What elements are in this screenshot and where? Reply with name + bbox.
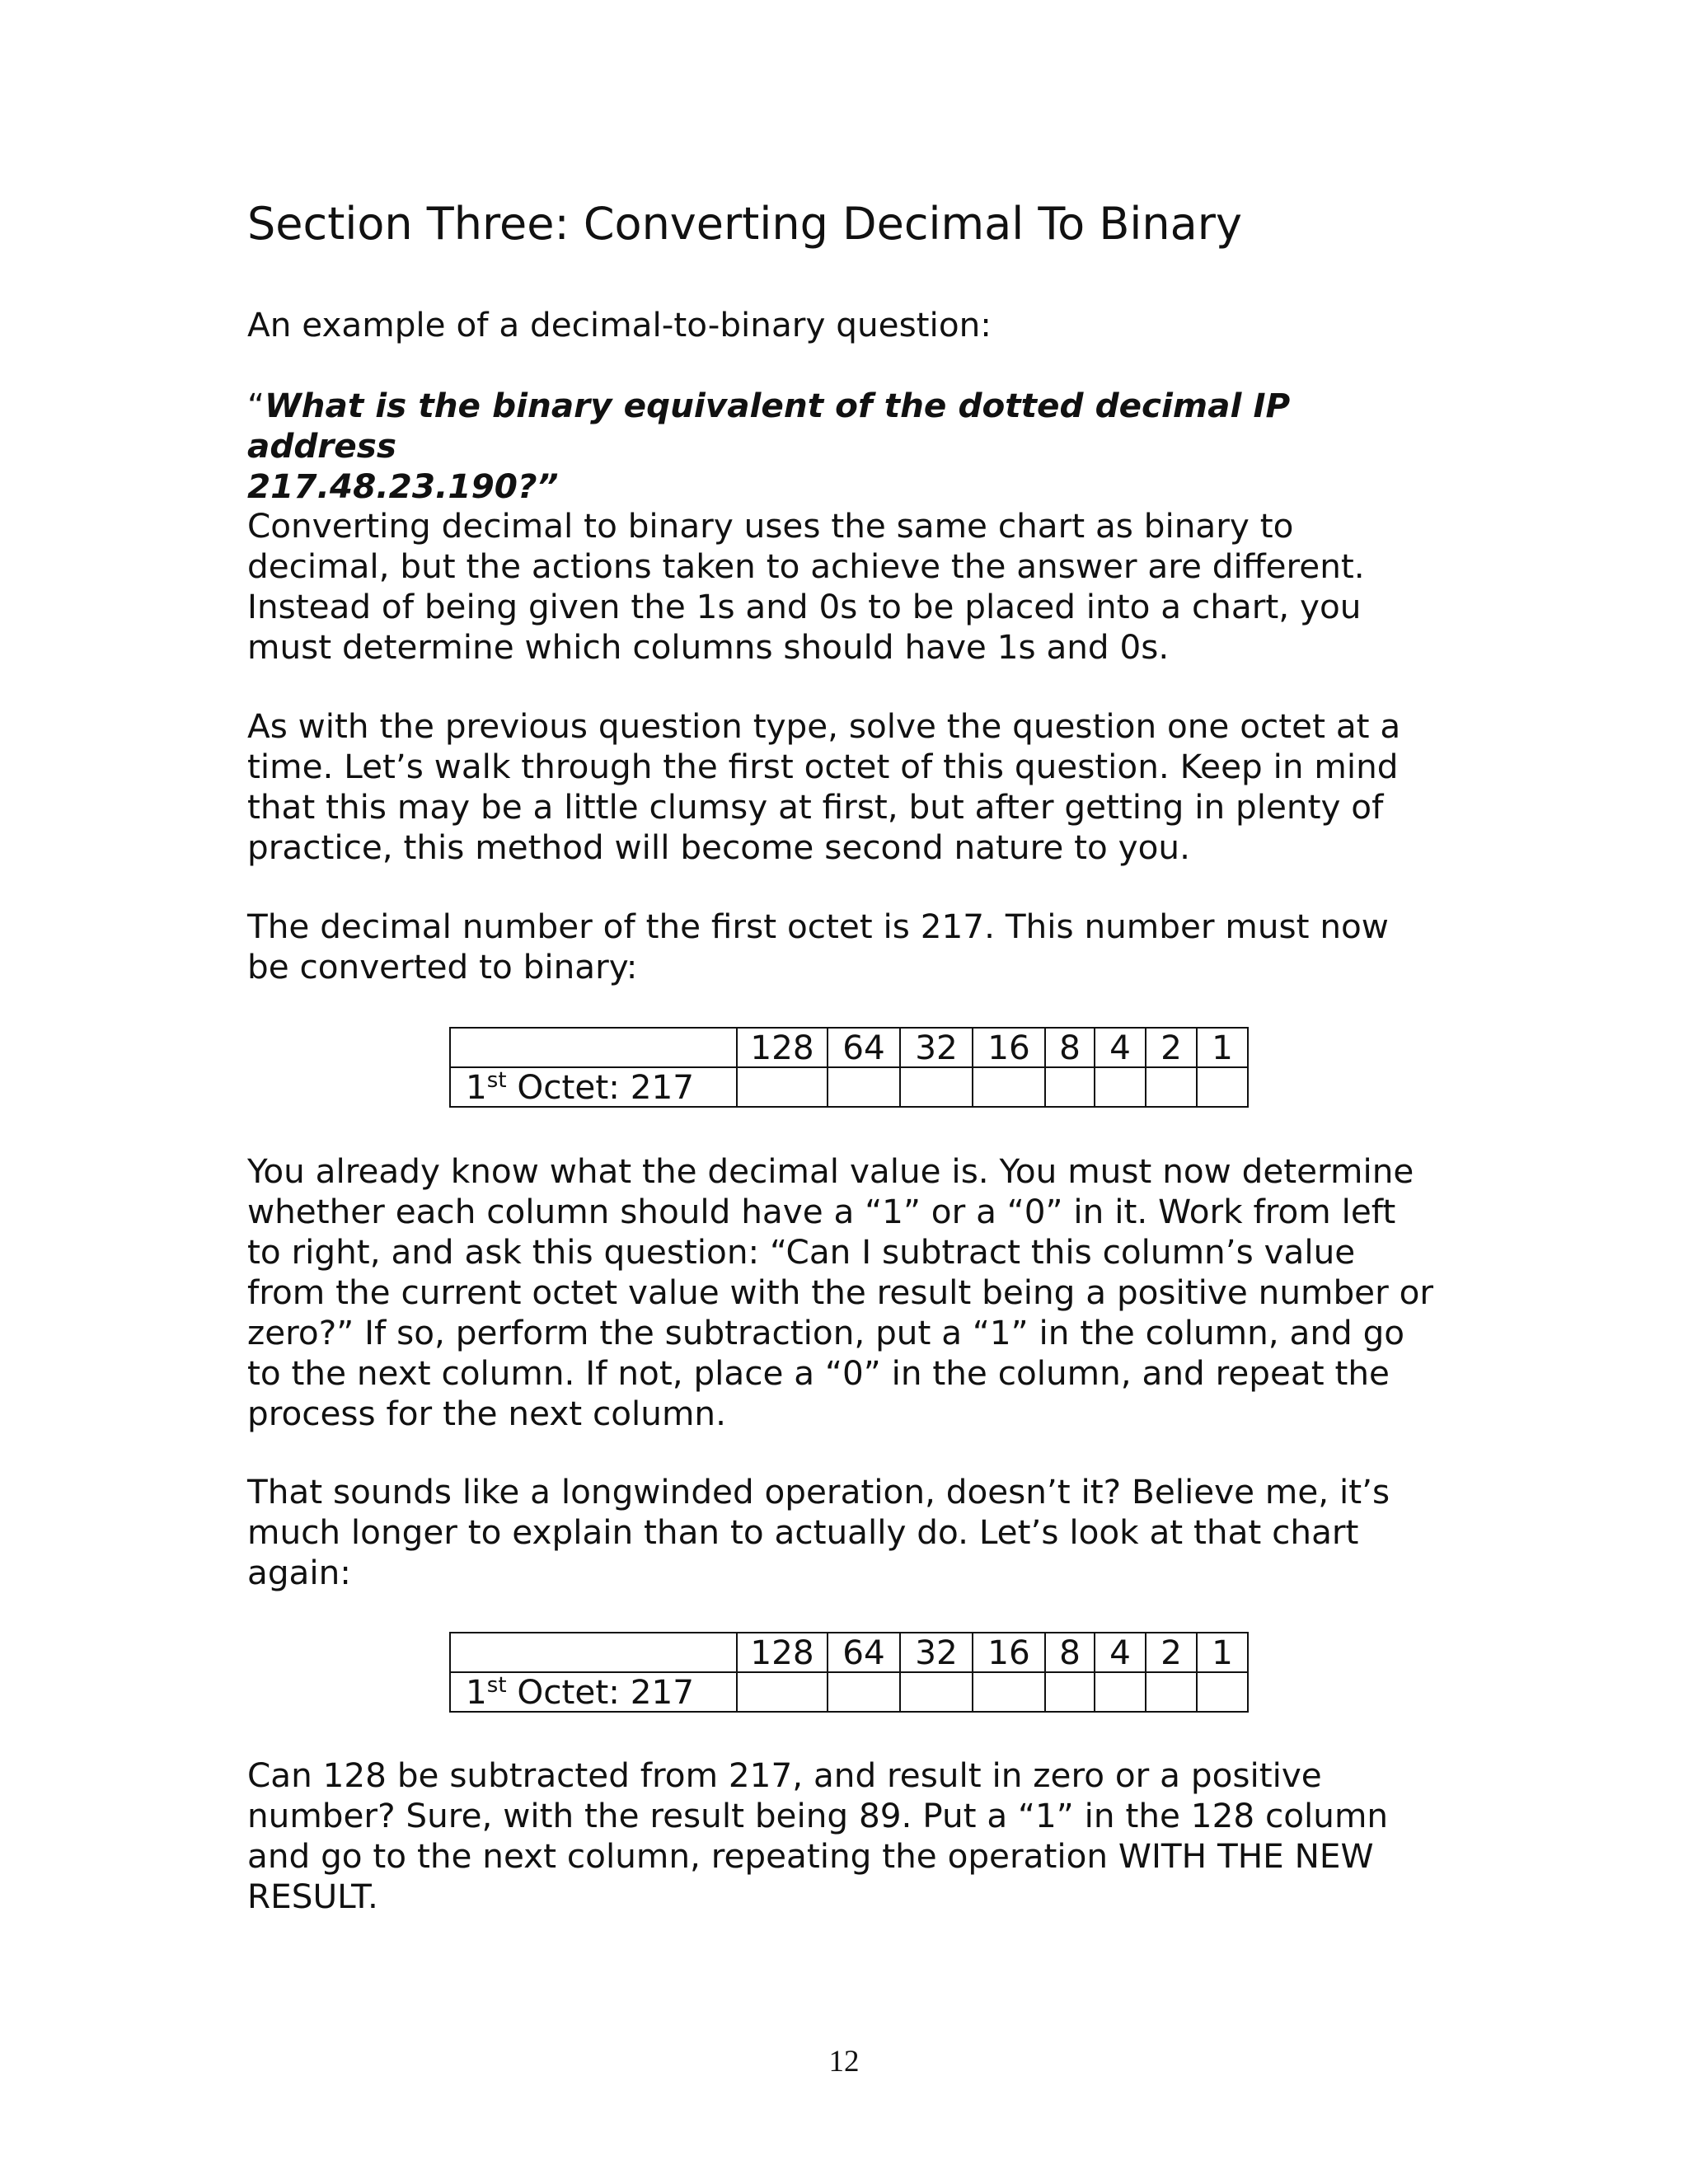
intro-paragraph: An example of a decimal-to-binary question: xyxy=(247,305,992,344)
bit-cell-128 xyxy=(737,1672,828,1712)
bit-cell-32 xyxy=(900,1672,973,1712)
question-open-quote: “ xyxy=(247,386,265,425)
paragraph-subtract-128: Can 128 be subtracted from 217, and result in zero or a positive number? Sure, with the result being 89. Put a “1” in the 128 column and go to the next column, repeating the operation WITH THE NEW RESULT. xyxy=(247,1755,1389,1916)
column-header-16: 16 xyxy=(973,1633,1045,1672)
chart-header-row xyxy=(450,1028,1248,1067)
bit-cell-64 xyxy=(828,1672,900,1712)
binary-chart-1 xyxy=(449,1027,1249,1108)
bit-cell-4 xyxy=(1095,1672,1146,1712)
chart-header-row xyxy=(450,1633,1248,1672)
chart-octet-row xyxy=(450,1672,1248,1712)
bit-cell-8 xyxy=(1045,1067,1095,1107)
paragraph-longwinded: That sounds like a longwinded operation, doesn’t it? Believe me, it’s much longer to explain than to actually do. Let’s look at that chart again: xyxy=(247,1472,1390,1592)
bit-cell-128 xyxy=(737,1067,828,1107)
paragraph-converting: Converting decimal to binary uses the same chart as binary to decimal, but the actions taken to achieve the answer are different. Instead of being given the 1s and 0s to be placed into a chart, you must determine which columns should have 1s and 0s. xyxy=(247,506,1365,667)
paragraph-first-octet: The decimal number of the first octet is 217. This number must now be converted to binary: xyxy=(247,907,1389,987)
bit-cell-1 xyxy=(1197,1067,1248,1107)
column-header-1: 1 xyxy=(1197,1633,1248,1672)
column-header-64: 64 xyxy=(828,1633,900,1672)
section-title: Section Three: Converting Decimal To Binary xyxy=(247,198,1242,250)
column-header-32: 32 xyxy=(900,1633,973,1672)
column-header-2: 2 xyxy=(1146,1633,1197,1672)
bit-cell-64 xyxy=(828,1067,900,1107)
octet-row-label: 1st Octet: 217 xyxy=(450,1672,737,1712)
page-number: 12 xyxy=(828,2045,860,2079)
column-header-4: 4 xyxy=(1095,1028,1146,1067)
column-header-2: 2 xyxy=(1146,1028,1197,1067)
column-header-128: 128 xyxy=(737,1028,828,1067)
bit-cell-4 xyxy=(1095,1067,1146,1107)
bit-cell-1 xyxy=(1197,1672,1248,1712)
column-header-8: 8 xyxy=(1045,1028,1095,1067)
paragraph-one-octet: As with the previous question type, solve the question one octet at a time. Let’s walk through the first octet of this question. Keep in mind that this may be a little clumsy at first, but after getting in plenty of practice, this method will become second nature to you. xyxy=(247,706,1401,867)
example-question xyxy=(247,386,1451,507)
bit-cell-2 xyxy=(1146,1672,1197,1712)
chart-corner-cell xyxy=(450,1028,737,1067)
paragraph-determine-columns: You already know what the decimal value is. You must now determine whether each column should have a “1” or a “0” in it. Work from left to right, and ask this question: “Can I subtract this column’s value from the current octet value with the result being a positive number or zero?” If so, perform the subtraction, put a “1” in the column, and go to the next column. If not, place a “0” in the column, and repeat the process for the next column. xyxy=(247,1151,1434,1433)
column-header-32: 32 xyxy=(900,1028,973,1067)
question-text: What is the binary equivalent of the dotted decimal IP address 217.48.23.190?” xyxy=(247,386,1291,506)
column-header-64: 64 xyxy=(828,1028,900,1067)
column-header-1: 1 xyxy=(1197,1028,1248,1067)
chart-octet-row xyxy=(450,1067,1248,1107)
bit-cell-8 xyxy=(1045,1672,1095,1712)
bit-cell-32 xyxy=(900,1067,973,1107)
binary-chart-2 xyxy=(449,1632,1249,1713)
bit-cell-16 xyxy=(973,1672,1045,1712)
bit-cell-2 xyxy=(1146,1067,1197,1107)
column-header-8: 8 xyxy=(1045,1633,1095,1672)
bit-cell-16 xyxy=(973,1067,1045,1107)
column-header-16: 16 xyxy=(973,1028,1045,1067)
chart-corner-cell xyxy=(450,1633,737,1672)
octet-row-label: 1st Octet: 217 xyxy=(450,1067,737,1107)
column-header-128: 128 xyxy=(737,1633,828,1672)
column-header-4: 4 xyxy=(1095,1633,1146,1672)
